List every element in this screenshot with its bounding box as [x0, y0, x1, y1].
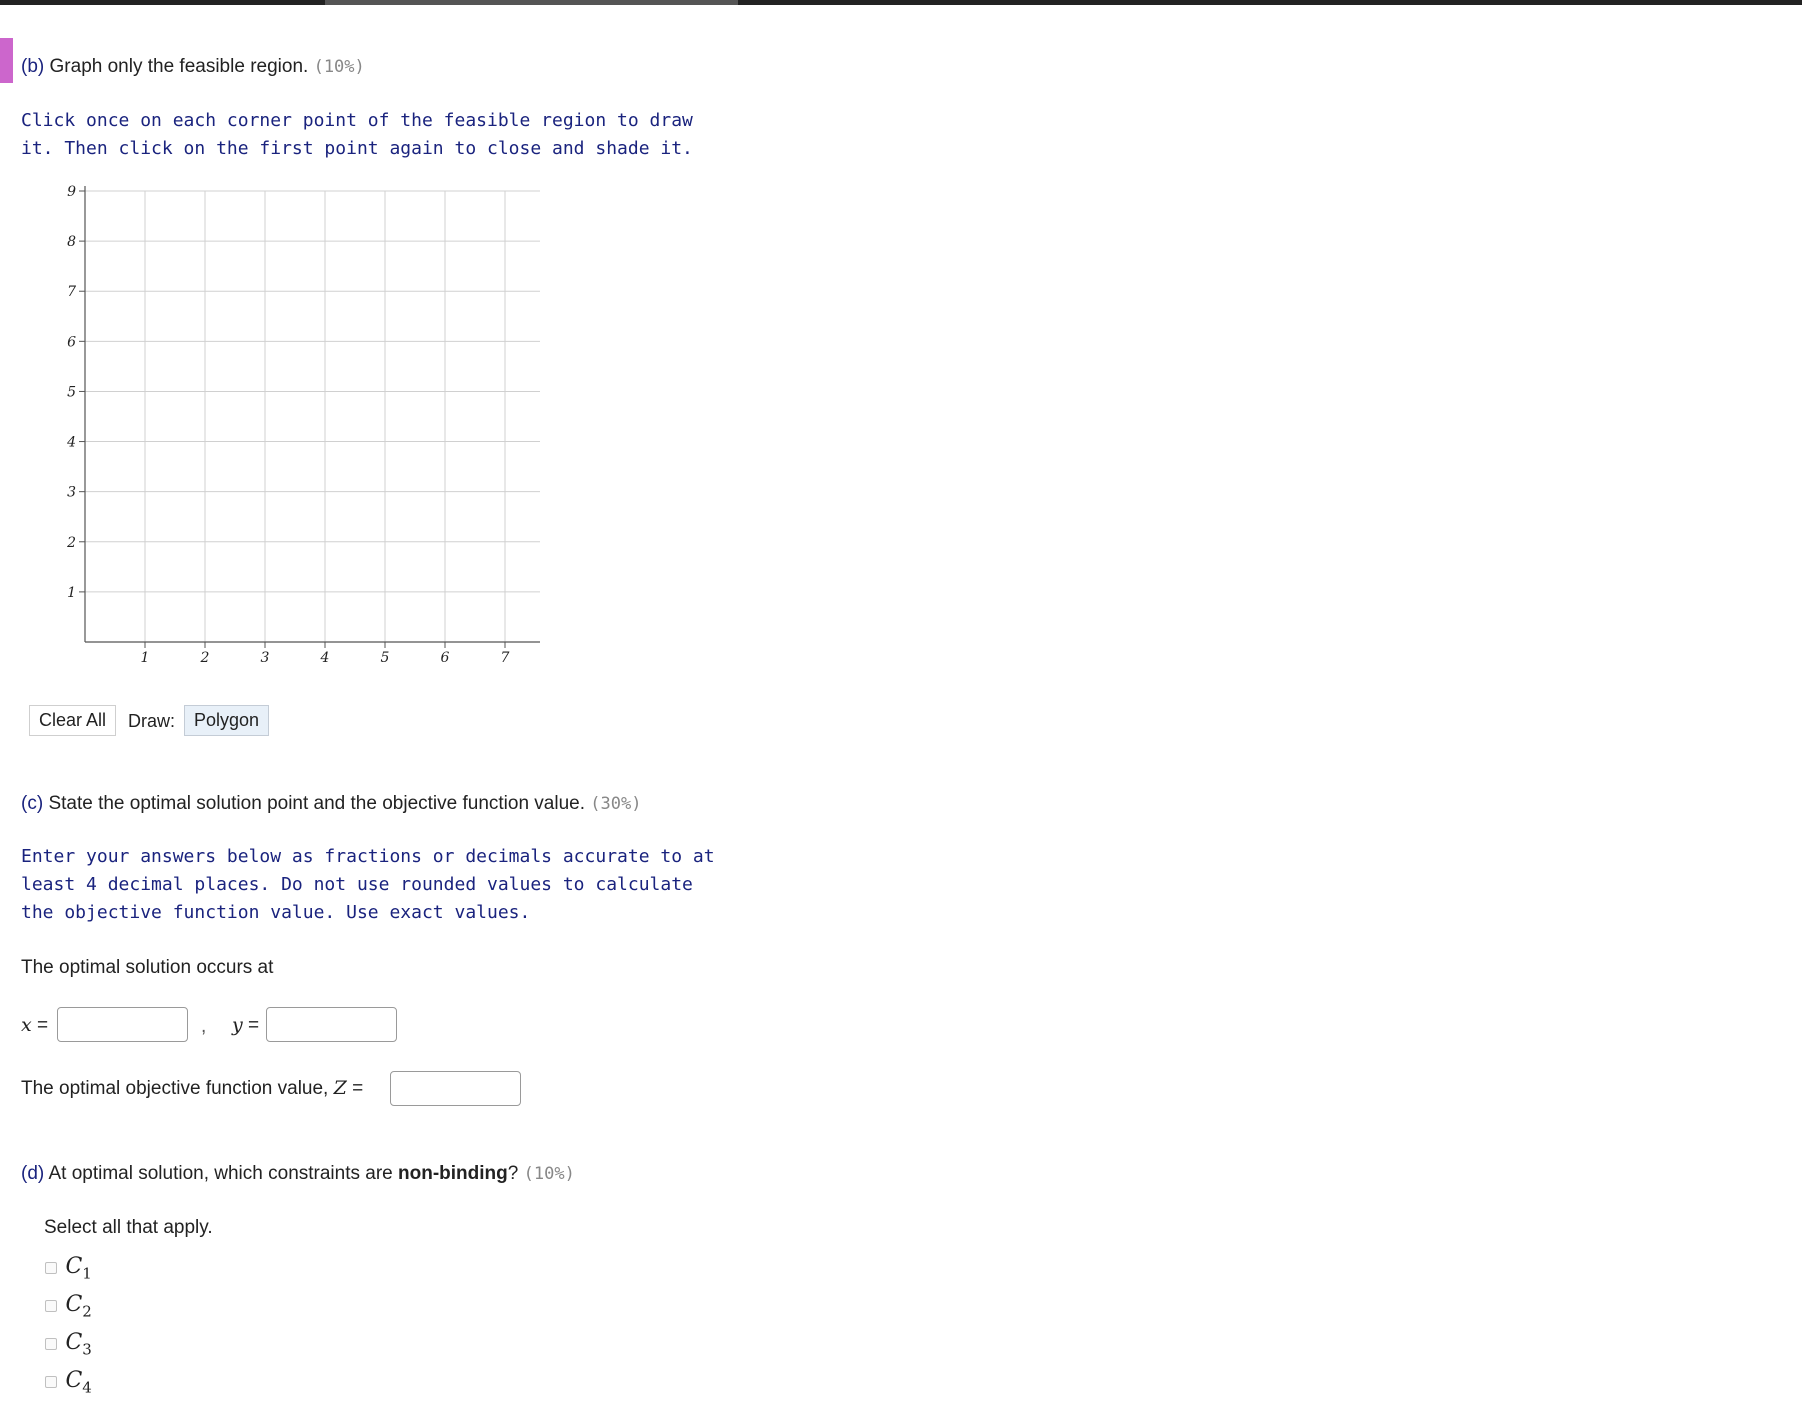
graph-grid [85, 191, 540, 642]
y-tick-label-6: 6 [67, 334, 76, 351]
constraint-option-c2[interactable] [45, 1292, 92, 1322]
y-equals: = [248, 1015, 260, 1036]
y-variable: y [232, 1014, 243, 1036]
x-tick-label-5: 5 [380, 650, 390, 666]
part-c-weight: (30%) [590, 794, 642, 814]
checkbox-c3[interactable] [45, 1338, 57, 1350]
constraint-label-c1: $C_1$ [65, 1254, 92, 1283]
checkbox-c2[interactable] [45, 1300, 57, 1312]
constraint-label-c2: $C_2$ [65, 1292, 92, 1321]
constraint-label-c3: $C_3$ [65, 1330, 92, 1359]
part-d-heading [21, 1163, 575, 1185]
y-tick-label-2: 2 [67, 534, 76, 551]
y-tick-label-3: 3 [67, 484, 76, 501]
part-c-instructions: Enter your answers below as fractions or decimals accurate to at least 4 decimal places. Do not use rounded values to calculate the objective function value. Use exact values. [21, 846, 715, 923]
y-label [232, 1014, 259, 1037]
constraint-option-c1[interactable] [45, 1254, 92, 1284]
objective-value-input[interactable] [390, 1071, 521, 1106]
part-b-heading [21, 56, 365, 78]
y-tick-label-5: 5 [67, 384, 76, 401]
x-variable: x [21, 1014, 32, 1036]
top-bar [0, 0, 1802, 5]
y-axis-tick-labels [66, 184, 76, 601]
constraint-option-c4[interactable] [45, 1368, 92, 1398]
polygon-tool-button[interactable]: Polygon [184, 705, 269, 736]
graph-axes [79, 186, 540, 648]
y-tick-label-4: 4 [67, 434, 76, 451]
constraint-label-c4: $C_4$ [65, 1368, 92, 1397]
non-binding-emphasis: non-binding [398, 1163, 508, 1184]
y-tick-label-7: 7 [67, 284, 76, 301]
x-tick-label-7: 7 [500, 650, 510, 666]
part-c-heading [21, 793, 641, 815]
checkbox-c1[interactable] [45, 1262, 57, 1274]
x-tick-label-2: 2 [200, 650, 210, 666]
x-tick-label-4: 4 [320, 650, 330, 666]
part-d-text: At optimal solution, which constraints are [48, 1163, 393, 1184]
part-c-text: State the optimal solution point and the objective function value. [48, 793, 586, 814]
y-value-input[interactable] [266, 1007, 397, 1042]
xy-separator-comma: , [201, 1016, 207, 1037]
x-tick-label-1: 1 [140, 650, 150, 666]
y-tick-label-8: 8 [67, 234, 76, 251]
z-equals: = [352, 1078, 364, 1099]
checkbox-c4[interactable] [45, 1376, 57, 1388]
draw-label: Draw: [128, 711, 176, 731]
top-bar-segment [325, 0, 738, 5]
x-axis-tick-labels [141, 650, 510, 666]
part-d-question-mark: ? [507, 1163, 519, 1184]
x-label [21, 1014, 48, 1037]
part-b-instructions: Click once on each corner point of the feasible region to draw it. Then click on the first point again to close and shade it. [21, 110, 693, 159]
x-tick-label-6: 6 [440, 650, 450, 666]
y-tick-label-9: 9 [67, 184, 76, 200]
clear-all-button[interactable]: Clear All [29, 705, 116, 736]
objective-value-text: The optimal objective function value, [21, 1078, 329, 1099]
x-equals: = [37, 1015, 49, 1036]
x-tick-label-3: 3 [260, 650, 270, 666]
question-accent-bar [0, 38, 13, 83]
x-value-input[interactable] [57, 1007, 188, 1042]
objective-value-label [21, 1077, 363, 1100]
graph-canvas[interactable] [40, 176, 550, 676]
constraint-option-c3[interactable] [45, 1330, 92, 1360]
part-d-label: (d) [21, 1163, 45, 1184]
part-b-text: Graph only the feasible region. [49, 56, 309, 77]
y-tick-label-1: 1 [67, 584, 76, 601]
part-d-weight: (10%) [523, 1164, 575, 1184]
part-c-label: (c) [21, 793, 44, 814]
z-variable: Z [333, 1077, 347, 1099]
part-b-label: (b) [21, 56, 45, 77]
part-b-weight: (10%) [313, 57, 365, 77]
optimal-solution-text: The optimal solution occurs at [21, 957, 274, 978]
select-all-text: Select all that apply. [44, 1217, 213, 1238]
